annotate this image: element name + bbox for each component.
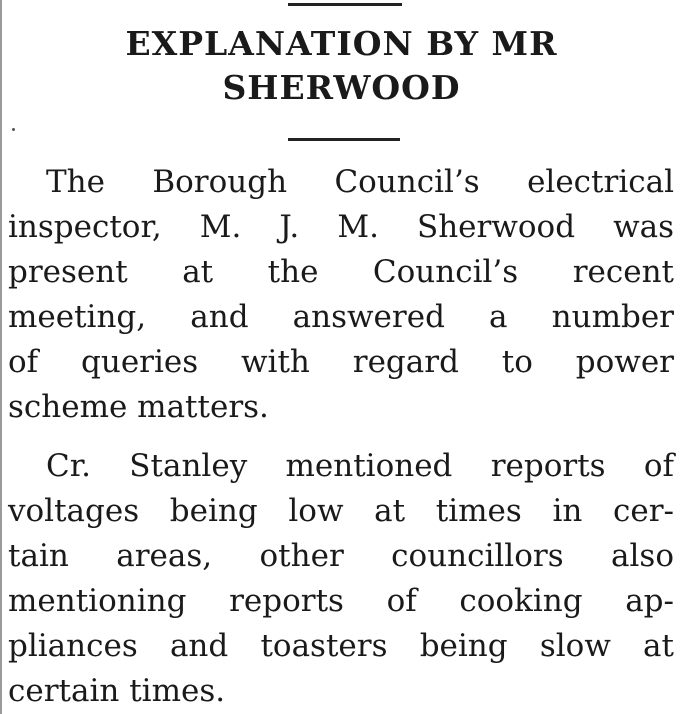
paragraph-2 <box>8 444 674 714</box>
paragraph-1-line-4: meeting, and answered a number <box>8 299 674 335</box>
paragraph-2-line-2: voltages being low at times in cer- <box>8 493 674 529</box>
headline-line-2: SHERWOOD <box>222 68 461 107</box>
paragraph-1-line-5: of queries with regard to power <box>8 344 674 380</box>
paragraph-2-line-5: pliances and toasters being slow at <box>8 628 674 664</box>
paragraph-1 <box>8 160 674 430</box>
headline-line-1: EXPLANATION BY MR <box>125 24 558 63</box>
top-rule <box>288 3 402 6</box>
headline-divider <box>288 138 400 141</box>
paragraph-1-line-2: inspector, M. J. M. Sherwood was <box>8 209 674 245</box>
paragraph-1-line-6: scheme matters. <box>8 389 269 425</box>
paragraph-2-line-6: certain times. <box>8 673 226 709</box>
paragraph-2-line-1: Cr. Stanley mentioned reports of <box>46 448 674 484</box>
paragraph-2-line-3: tain areas, other councillors also <box>8 538 674 574</box>
paragraph-1-line-3: present at the Council’s recent <box>8 254 674 290</box>
headline <box>0 22 683 110</box>
paragraph-2-line-4: mentioning reports of cooking ap- <box>8 583 674 619</box>
paragraph-1-line-1: The Borough Council’s electrical <box>46 164 674 200</box>
print-speck <box>12 128 15 131</box>
